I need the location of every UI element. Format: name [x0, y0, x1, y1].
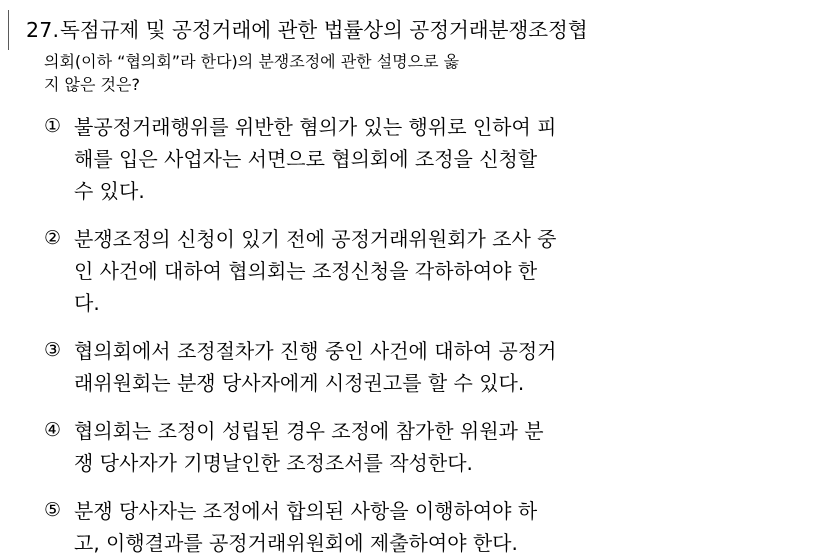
- choice-3-line-1: 협의회에서 조정절차가 진행 중인 사건에 대하여 공정거: [74, 339, 557, 364]
- choice-item-1[interactable]: [16, 111, 796, 207]
- choice-list: [16, 111, 796, 559]
- choice-text-2: [74, 223, 788, 319]
- question-stem-continued: [44, 49, 796, 95]
- choice-5-line-1: 분쟁 당사자는 조정에서 합의된 사항을 이행하여야 하: [74, 499, 538, 524]
- choice-marker-1: ①: [44, 115, 62, 138]
- choice-item-5[interactable]: [16, 495, 796, 559]
- choice-2-line-1: 분쟁조정의 신청이 있기 전에 공정거래위원회가 조사 중: [74, 227, 557, 252]
- choice-3-line-2: 래위원회는 분쟁 당사자에게 시정권고를 할 수 있다.: [74, 371, 525, 396]
- choice-text-1: [74, 111, 788, 207]
- choice-marker-5: ⑤: [44, 499, 62, 522]
- choice-item-4[interactable]: [16, 415, 796, 479]
- choice-1-line-1: 불공정거래행위를 위반한 혐의가 있는 행위로 인하여 피: [74, 115, 557, 140]
- choice-marker-2: ②: [44, 227, 62, 250]
- choice-text-4: [74, 415, 788, 479]
- question-stem-line-2: 의회(이하 “협의회”라 한다)의 분쟁조정에 관한 설명으로 옳: [44, 52, 460, 72]
- choice-marker-4: ④: [44, 419, 62, 442]
- question-stem-line-3: 지 않은 것은?: [44, 75, 140, 95]
- choice-4-line-2: 쟁 당사자가 기명날인한 조정조서를 작성한다.: [74, 451, 473, 476]
- question-stem: [60, 14, 796, 47]
- choice-item-3[interactable]: [16, 335, 796, 399]
- choice-4-line-1: 협의회는 조정이 성립된 경우 조정에 참가한 위원과 분: [74, 419, 544, 444]
- choice-text-3: [74, 335, 788, 399]
- choice-item-2[interactable]: [16, 223, 796, 319]
- choice-5-line-2: 고, 이행결과를 공정거래위원회에 제출하여야 한다.: [74, 531, 518, 556]
- question-number: 27.: [26, 18, 60, 42]
- choice-1-line-3: 수 있다.: [74, 179, 145, 204]
- choice-2-line-2: 인 사건에 대하여 협의회는 조정신청을 각하하여야 한: [74, 259, 538, 284]
- question-left-rule: [8, 10, 9, 50]
- question-block: [16, 14, 796, 47]
- question-stem-line-1: 독점규제 및 공정거래에 관한 법률상의 공정거래분쟁조정협: [60, 18, 588, 42]
- choice-text-5: [74, 495, 788, 559]
- choice-2-line-3: 다.: [74, 291, 100, 316]
- choice-marker-3: ③: [44, 339, 62, 362]
- choice-1-line-2: 해를 입은 사업자는 서면으로 협의회에 조정을 신청할: [74, 147, 538, 172]
